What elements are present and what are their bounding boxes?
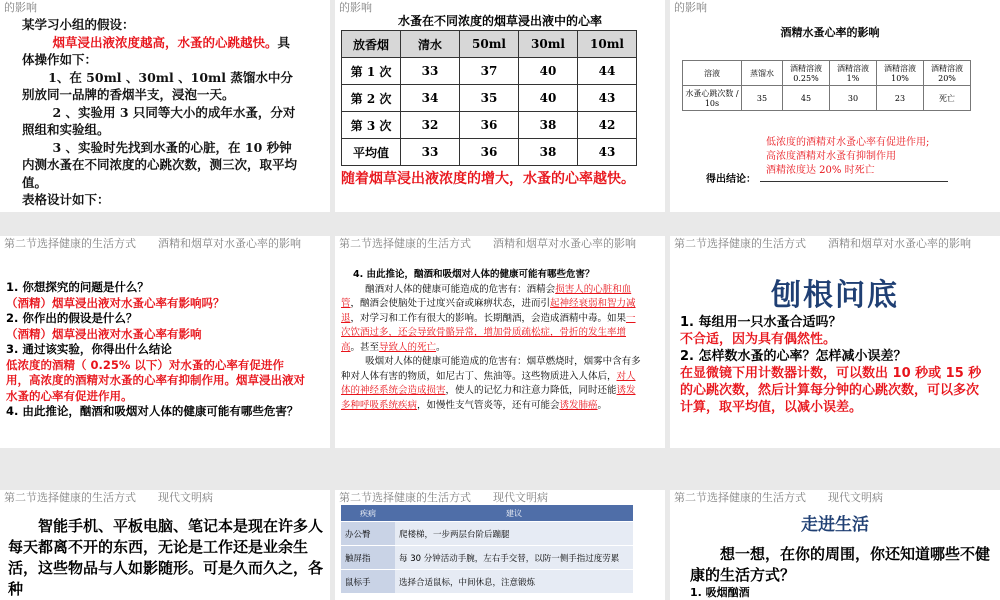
table-cell: 30 [830, 86, 877, 111]
table-row [342, 58, 637, 85]
note-line: 低浓度的酒精对水蚤心率有促进作用; [766, 137, 930, 148]
slide-inquiry-questions[interactable] [0, 236, 330, 448]
table-cell: 40 [519, 85, 578, 112]
table-cell: 死亡 [924, 86, 971, 111]
answer-3: 低浓度的酒精（ 0.25% 以下）对水蚤的心率有促进作用，高浓度的酒精对水蚤的心率有抑制作用。烟草浸出液对水蚤的心率有促进作用。 [6, 357, 305, 403]
section-title: 刨根问底 [771, 278, 899, 313]
table-cell: 23 [877, 86, 924, 111]
question-4: 4. 由此推论，酗酒和吸烟对人体的健康可能有哪些危害？ [353, 269, 595, 280]
table-cell: 35 [460, 85, 519, 112]
col-header: 10ml [578, 31, 637, 58]
table-header-row [683, 61, 971, 86]
col-header: 蒸馏水 [742, 61, 783, 86]
slide-disease-advice-table[interactable] [335, 490, 665, 600]
text-span: ，使人的记忆力和注意力降低，同时还能 [445, 385, 617, 396]
section-title: 走进生活 [801, 515, 869, 535]
question-4: 4. 由此推论，酗酒和吸烟对人体的健康可能有哪些危害？ [6, 404, 299, 418]
slide-dig-deeper[interactable] [670, 236, 1000, 448]
slide-header: 的影响 [339, 1, 372, 14]
table-cell: 选择合适鼠标，中间休息，注意锻炼 [395, 570, 633, 594]
table-cell: 33 [401, 58, 460, 85]
table-cell: 42 [578, 112, 637, 139]
slide-body [22, 16, 302, 209]
text-span: ，酗酒会使脑处于过度兴奋或麻痹状态，进而引 [350, 298, 551, 309]
text-span: 吸烟对人体的健康可能造成的危害有：烟草燃烧时，烟雾中含有多种对人体有害的物质，如尼古丁、焦油等。这些物质进入人体后， [341, 356, 641, 382]
answer-1: （酒精）烟草浸出液对水蚤心率有影响吗？ [6, 295, 225, 310]
table-cell: 32 [401, 112, 460, 139]
col-header: 疾病 [341, 505, 395, 522]
table-cell: 每 30 分钟活动手腕，左右手交替，以防一侧手指过度劳累 [395, 546, 633, 570]
slide-modern-disease-intro[interactable] [0, 490, 330, 600]
note-line: 高浓度酒精对水蚤有抑制作用 [766, 151, 896, 162]
hypothesis-line [22, 34, 302, 69]
table-row [342, 139, 637, 166]
col-header: 30ml [519, 31, 578, 58]
table-row [341, 570, 633, 594]
slide-tobacco-table[interactable] [335, 0, 665, 212]
col-header: 清水 [401, 31, 460, 58]
highlight-text: 导致人的死亡 [379, 341, 437, 353]
text-span: 。甚至 [350, 341, 380, 353]
slide-header: 的影响 [674, 1, 707, 14]
result-label: 得出结论： [706, 174, 756, 185]
highlight-text: 损害人的心脏和血管 [341, 283, 632, 309]
highlight-text: 诱发肺癌 [559, 399, 598, 411]
table-row [342, 85, 637, 112]
table-cell: 第 1 次 [342, 58, 401, 85]
table-cell: 平均值 [342, 139, 401, 166]
table-row [342, 112, 637, 139]
question-2: 2. 你作出的假设是什么？ [6, 311, 138, 325]
table-cell: 43 [578, 85, 637, 112]
intro-paragraph: 智能手机、平板电脑、笔记本是现在许多人每天都离不开的东西，无论是工作还是业余生活，这些物品与人如影随形。可是久而久之，各种 [8, 517, 324, 598]
slide-body [6, 280, 306, 420]
text-span: 。 [597, 399, 608, 411]
table-cell: 第 3 次 [342, 112, 401, 139]
table-cell: 36 [460, 139, 519, 166]
answer-line [760, 181, 948, 182]
table-cell: 44 [578, 58, 637, 85]
table-cell: 36 [460, 112, 519, 139]
slide-header: 第二节选择健康的生活方式 酒精和烟草对水蚤心率的影响 [674, 237, 971, 250]
col-header: 放香烟 [342, 31, 401, 58]
highlight-text: 对人体的神经系统会造成损害 [341, 370, 636, 396]
slide-header: 第二节选择健康的生活方式 现代文明病 [339, 491, 548, 504]
slide-header: 第二节选择健康的生活方式 现代文明病 [4, 491, 213, 504]
table-cell: 33 [401, 139, 460, 166]
conclusion-text: 随着烟草浸出液浓度的增大，水蚤的心率越快。 [341, 171, 635, 187]
col-header: 溶液 [683, 61, 742, 86]
table-cell: 35 [742, 86, 783, 111]
table-cell: 爬楼梯，一步两层台阶后蹦腿 [395, 522, 633, 546]
hypothesis-text: 烟草浸出液浓度越高，水蚤的心跳越快。 [52, 34, 278, 50]
table-row [683, 86, 971, 111]
table-cell: 40 [519, 58, 578, 85]
answer-2: 在显微镜下用计数器计数，可以数出 10 秒或 15 秒的心跳次数，然后计算每分钟的心跳次数，可以多次计算，取平均值，以减小误差。 [680, 366, 982, 415]
alcohol-paragraph [341, 283, 641, 356]
text-span: 。 [436, 341, 446, 353]
slide-header: 的影响 [4, 1, 37, 14]
slide-body [341, 268, 641, 413]
answer-2: （酒精）烟草浸出液对水蚤心率有影响 [6, 326, 202, 341]
step-2 [22, 104, 302, 139]
tobacco-heart-rate-table [341, 30, 637, 166]
slide-into-life[interactable] [670, 490, 1000, 600]
table-title: 酒精水蚤心率的影响 [780, 26, 880, 39]
highlight-text: 一次饮酒过多，还会导致骨骼异常，增加骨质疏松症，骨折的发生率增高 [341, 312, 636, 353]
highlight-text: 起神经衰弱和智力减退 [341, 298, 636, 324]
text-span: ，对学习和工作有很大的影响。长期酗酒，会造成酒精中毒。如果 [350, 312, 627, 324]
col-header: 酒精溶液 0.25% [783, 61, 830, 86]
ops-intro: 具体操作如下： [22, 34, 290, 67]
table-header-row [341, 505, 633, 522]
list-item: 1. 吸烟酗酒 [690, 586, 750, 599]
intro-text: 某学习小组的假设： [22, 17, 135, 32]
table-cell: 38 [519, 139, 578, 166]
prompt-text: 想一想，在你的周围，你还知道哪些不健康的生活方式？ [690, 545, 991, 584]
slide-harm-explanation[interactable] [335, 236, 665, 448]
slide-header: 第二节选择健康的生活方式 酒精和烟草对水蚤心率的影响 [339, 237, 636, 250]
table-cell: 鼠标手 [341, 570, 395, 594]
step-3 [22, 139, 302, 192]
text-span: 酗酒对人体的健康可能造成的危害有：酒精会 [365, 283, 556, 295]
question-2: 2. 怎样数水蚤的心率？怎样减小误差？ [680, 349, 907, 364]
slide-body [690, 544, 990, 600]
slide-alcohol-table[interactable] [670, 0, 1000, 212]
step-3-text: 3 、实验时先找到水蚤的心脏，在 10 秒钟内测水蚤在不同浓度的心跳次数，测三次，取平均值。 [22, 139, 298, 190]
question-1: 1. 你想探究的问题是什么？ [6, 280, 149, 294]
tobacco-paragraph [341, 355, 641, 413]
table-cell: 38 [519, 112, 578, 139]
col-header: 酒精溶液 10% [877, 61, 924, 86]
answer-1: 不合适，因为具有偶然性。 [680, 332, 837, 347]
row-label: 水蚤心跳次数 / 10s [683, 86, 742, 111]
table-row [341, 546, 633, 570]
table-cell: 43 [578, 139, 637, 166]
step-1-text: 1、在 50ml 、30ml 、10ml 蒸馏水中分别放同一品牌的香烟半支，浸泡一天。 [22, 69, 293, 102]
slide-header: 第二节选择健康的生活方式 酒精和烟草对水蚤心率的影响 [4, 237, 301, 250]
text-span: ，如慢性支气管炎等，还有可能会 [417, 399, 560, 411]
step-2-text: 2 、实验用 3 只同等大小的成年水蚤，分对照组和实验组。 [22, 104, 296, 137]
disease-advice-table [341, 505, 633, 594]
highlight-text: 诱发多种呼吸系统疾病 [341, 385, 636, 411]
col-header: 酒精溶液 1% [830, 61, 877, 86]
slide-header: 第二节选择健康的生活方式 现代文明病 [674, 491, 883, 504]
table-row [341, 522, 633, 546]
col-header: 50ml [460, 31, 519, 58]
step-1 [22, 69, 302, 104]
table-cell: 37 [460, 58, 519, 85]
question-3: 3. 通过该实验，你得出什么结论 [6, 342, 172, 356]
slide-body [680, 314, 990, 416]
table-header-row [342, 31, 637, 58]
table-cell: 第 2 次 [342, 85, 401, 112]
table-cell: 触屏指 [341, 546, 395, 570]
table-title: 水蚤在不同浓度的烟草浸出液中的心率 [397, 14, 602, 28]
slide-hypothesis[interactable] [0, 0, 330, 212]
table-note: 表格设计如下： [22, 192, 110, 207]
col-header: 建议 [395, 505, 633, 522]
table-cell: 45 [783, 86, 830, 111]
note-line: 酒精浓度达 20% 时死亡 [766, 165, 875, 176]
table-cell: 34 [401, 85, 460, 112]
table-cell: 办公臀 [341, 522, 395, 546]
conclusion-notes [766, 136, 929, 178]
alcohol-heart-rate-table [682, 60, 971, 111]
question-1: 1. 每组用一只水蚤合适吗？ [680, 315, 842, 330]
col-header: 酒精溶液 20% [924, 61, 971, 86]
